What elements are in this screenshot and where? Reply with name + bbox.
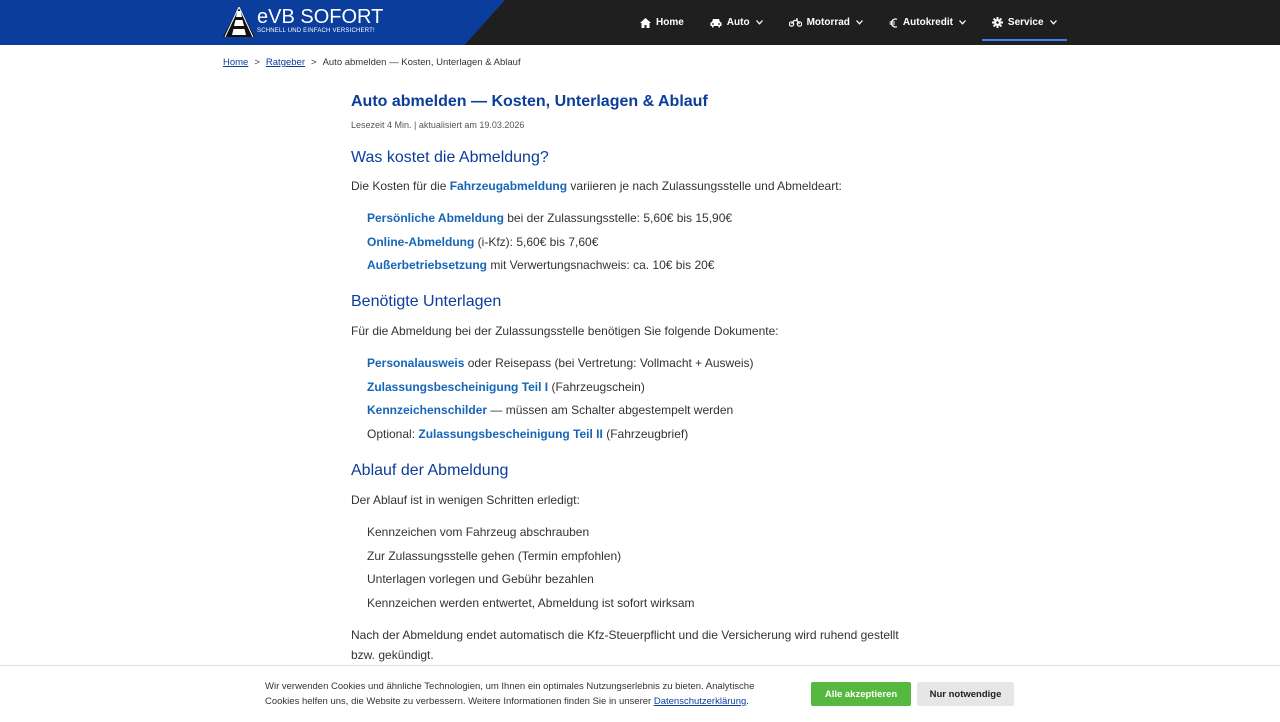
list-item [367,208,732,228]
section-heading-process: Ablauf der Abmeldung [351,462,509,479]
article-meta: Lesezeit 4 Min. | aktualisiert am 19.03.2026 [351,120,525,130]
breadcrumb-link-ratgeber[interactable]: Ratgeber [265,57,305,68]
list-item [367,232,732,252]
breadcrumb-separator: > [254,57,260,68]
home-icon [640,18,651,28]
section-intro-process: Der Ablauf ist in wenigen Schritten erledigt: [351,493,580,507]
privacy-policy-link[interactable]: Datenschutzerklärung [653,696,747,707]
list-item-keyword[interactable]: Kennzeichenschilder [367,403,488,418]
logo-title: eVB SOFORT [257,6,384,28]
chevron-down-icon [959,20,966,25]
list-item-keyword[interactable]: Online-Abmeldung [367,234,475,249]
list-item-text: (Fahrzeugbrief) [602,426,689,441]
nav-label-auto: Auto [726,17,750,28]
nav-label-home: Home [656,17,684,28]
intro-text: variieren je nach Zulassungsstelle und Abmeldeart: [567,179,842,193]
list-item [367,353,754,373]
list-item [367,255,732,275]
breadcrumb-current: Auto abmelden — Kosten, Unterlagen & Ablauf [322,57,521,68]
list-item [367,400,754,420]
main-nav [630,0,1073,45]
accept-all-button[interactable]: Alle akzeptieren [811,682,911,706]
list-item-text: (i-Kfz): 5,60€ bis 7,60€ [474,234,599,249]
breadcrumb-separator: > [311,57,317,68]
chevron-down-icon [856,20,863,25]
section-heading-cost: Was kostet die Abmeldung? [351,149,549,166]
section-intro-cost [351,176,842,196]
breadcrumb [223,57,521,68]
nav-label-service: Service [1007,17,1044,28]
list-item-keyword[interactable]: Persönliche Abmeldung [367,211,504,225]
list-item-keyword[interactable]: Zulassungsbescheinigung Teil II [418,426,603,441]
breadcrumb-link-home[interactable]: Home [223,57,249,68]
article [351,92,921,662]
cookie-text [265,679,785,709]
nav-item-motorrad[interactable] [779,5,873,41]
intro-text: Die Kosten für die [351,179,450,193]
list-item-text: mit Verwertungsnachweis: ca. 10€ bis 20€ [487,258,715,273]
nav-label-motorrad: Motorrad [806,17,850,28]
list-item-keyword[interactable]: Außerbetriebsetzung [367,258,488,273]
list-item: Zur Zulassungsstelle gehen (Termin empfohlen) [367,548,622,563]
list-item-keyword[interactable]: Zulassungsbescheinigung Teil I [367,379,549,394]
section-outro-process: Nach der Abmeldung endet automatisch die Kfz-Steuerpflicht und die Versicherung wird ruhend gestellt bzw. gekündigt. [351,628,899,662]
gear-icon [992,17,1003,28]
nav-label-autokredit: Autokredit [902,17,953,28]
list-item: Kennzeichen werden entwertet, Abmeldung ist sofort wirksam [367,595,695,610]
list-item-text: (Fahrzeugschein) [548,379,645,394]
cookie-text-body: Wir verwenden Cookies und ähnliche Technologien, um Ihnen ein optimales Nutzungserlebnis zu bieten. Analytische Cookies helfen uns, die Website zu verbessern. Weitere Informationen finden Sie in unserer [265,681,755,707]
section-intro-docs: Für die Abmeldung bei der Zulassungsstelle benötigen Sie folgende Dokumente: [351,324,779,338]
site-header [0,0,1280,45]
nav-item-home[interactable] [630,5,694,41]
site-logo[interactable] [223,7,383,39]
car-icon [710,18,722,28]
cost-list [351,208,732,279]
nav-item-auto[interactable] [700,5,773,41]
list-item [367,377,754,397]
list-item-text: bei der Zulassungsstelle: 5,60€ bis 15,90€ [503,211,733,225]
road-logo-icon [223,7,255,37]
page-title: Auto abmelden — Kosten, Unterlagen & Ablauf [351,93,708,110]
chevron-down-icon [756,20,763,25]
necessary-only-button[interactable]: Nur notwendige [917,682,1014,706]
section-heading-docs: Benötigte Unterlagen [351,293,502,310]
fahrzeugabmeldung-link[interactable]: Fahrzeugabmeldung [449,179,568,193]
cookie-text-end: . [746,696,749,707]
logo-subtitle: SCHNELL UND EINFACH VERSICHERT! [257,28,375,34]
list-item-text: — müssen am Schalter abgestempelt werden [487,403,734,418]
euro-icon [889,18,898,28]
motorcycle-icon [789,18,802,27]
nav-item-autokredit[interactable] [879,5,976,41]
nav-item-service[interactable] [982,5,1067,41]
list-item-text: oder Reisepass (bei Vertretung: Vollmacht + Ausweis) [464,356,754,370]
process-steps [351,522,695,616]
list-item: Kennzeichen vom Fahrzeug abschrauben [367,525,590,539]
chevron-down-icon [1050,20,1057,25]
cookie-banner [0,665,1280,722]
list-item-prefix: Optional: [367,426,419,441]
list-item-keyword[interactable]: Personalausweis [367,356,465,370]
docs-list [351,353,754,447]
list-item: Unterlagen vorlegen und Gebühr bezahlen [367,572,594,587]
list-item [367,424,754,444]
